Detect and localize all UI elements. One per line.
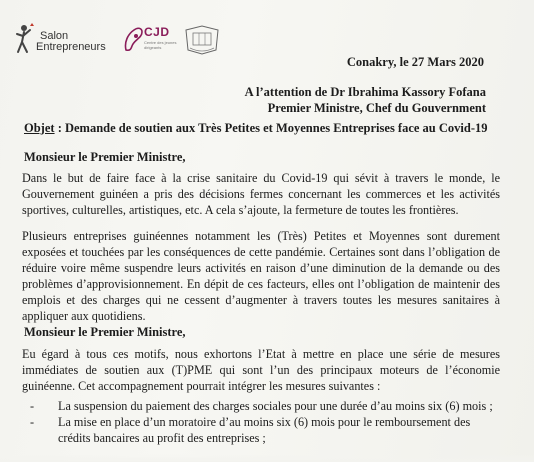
page-bottom-fade	[0, 454, 534, 462]
subject-text: : Demande de soutien aux Très Petites et Moyennes Entreprises face au Covid-19	[54, 121, 488, 135]
salon-logo-line2: Entrepreneurs	[36, 41, 106, 53]
salutation-2: Monsieur le Premier Ministre,	[24, 325, 186, 339]
salon-entrepreneurs-logo	[14, 22, 106, 58]
bullet-marker: -	[30, 415, 35, 429]
subject-label: Objet	[24, 121, 55, 135]
cjd-logo-subtitle: Centre des jeunes dirigeants	[144, 40, 177, 50]
recipient-line-2: Premier Ministre, Chef du Gouvernment	[267, 101, 486, 115]
bullet-marker: -	[30, 399, 35, 413]
republic-seal-icon	[182, 24, 222, 56]
letter-subject	[24, 121, 488, 136]
paragraph-3: Eu égard à tous ces motifs, nous exhortons l’Etat à mettre en place une série de mesures immédiates de soutien aux (T)PME qui sont l’un des principaux moteurs de l’économie guinéenne. Cet accompagnement pourrait intégrer les mesures suivantes :	[22, 347, 500, 393]
letter-date: Conakry, le 27 Mars 2020	[346, 55, 484, 69]
list-item-text: La mise en place d’un moratoire d’au moins six (6) mois pour le remboursement des crédits bancaires au profit des entreprises ;	[58, 415, 471, 445]
recipient-block	[245, 84, 486, 116]
cjd-logo-name: CJD	[144, 25, 170, 39]
cjd-emblem-icon	[122, 24, 144, 54]
measures-list	[30, 398, 500, 446]
paragraph-2: Plusieurs entreprises guinéennes notamment les (Très) Petites et Moyennes sont durement exposées et touchées par les conséquences de cette pandémie. Certaines sont dans l’obligation de réduire voire même suspendre leurs activités en raison d’une diminution de la demande ou des problèmes d’approvisionnement. En dépit de ces facteurs, elles ont l’obligation de maintenir des emplois et des charges qui ne cessent d’augmenter à travers toutes les mesures sanitaires à appliquer aux quotidiens.	[22, 229, 500, 323]
salutation-1: Monsieur le Premier Ministre,	[24, 150, 186, 164]
recipient-line-1: A l’attention de Dr Ibrahima Kassory Fofana	[244, 85, 486, 99]
list-item	[30, 398, 500, 414]
salon-logo-line1: Salon	[40, 30, 69, 42]
paragraph-1: Dans le but de faire face à la crise sanitaire du Covid-19 qui sévit à travers le monde, le Gouvernement guinéen a pris des décisions fermes concernant les commerces et les activités sportives, culturelles, artistiques, etc. A cela s’ajoute, la fermeture de toutes les frontières.	[22, 171, 500, 217]
cjd-logo	[122, 22, 178, 58]
list-item	[30, 414, 500, 446]
list-item-text: La suspension du paiement des charges sociales pour une durée d’au moins six (6) mois ;	[58, 399, 493, 413]
